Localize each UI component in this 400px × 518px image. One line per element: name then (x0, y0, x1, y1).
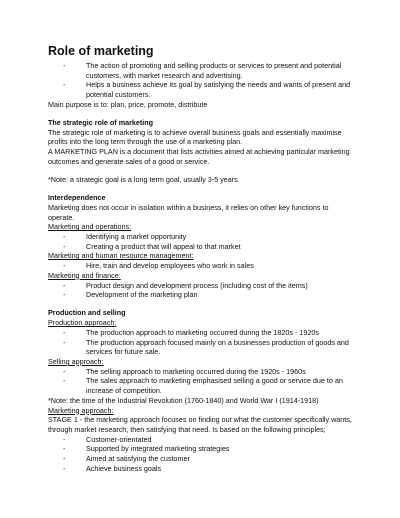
main-purpose-text: Main purpose is to: plan, price, promote, distribute (48, 99, 208, 109)
list-item: - Achieve business goals (48, 464, 352, 474)
section-heading-production: Production and selling (48, 308, 126, 318)
paragraph: The strategic role of marketing is to achieve overall business goals and essentially maximise profits into the long term through the use of a marketing plan. (48, 127, 342, 147)
list-item: - Aimed at satisfying the customer (48, 454, 352, 464)
list-item: - Creating a product that will appeal to that market (48, 242, 352, 252)
list-item: - Hire, train and develop employees who work in sales (48, 261, 352, 271)
paragraph: A MARKETING PLAN is a document that lists activities aimed at achieving particular marketing outcomes and generate sales of a good or service. (48, 147, 350, 166)
subheading: Production approach: (48, 318, 117, 328)
note-text: *Note: a strategic goal is a long term goal, usually 3-5 years (48, 175, 238, 185)
list-item: - Development of the marketing plan (48, 290, 352, 300)
intro-list (48, 61, 352, 100)
subheading: Marketing approach: (48, 405, 114, 415)
list-item: - Supported by integrated marketing strategies (48, 444, 352, 454)
subheading: Marketing and finance: (48, 270, 121, 280)
subheading: Selling approach: (48, 356, 104, 366)
paragraph: STAGE 1 - the marketing approach focuses on finding out what the customer specifically wants, through market research, then satisfying that need. Is based on the following principles; (48, 415, 352, 434)
list-item: - Customer-orientated (48, 435, 352, 445)
list-item: - The sales approach to marketing emphasised selling a good or service due to an increase of competition. (48, 376, 352, 395)
note-text: *Note: the time of the Industrial Revolution (1760-1840) and World War I (1914-1918) (48, 395, 319, 405)
paragraph: Marketing does not occur in isolation within a business, it relies on other key functions to operate. (48, 202, 329, 222)
ops-list (48, 232, 352, 251)
section-heading-strategic: The strategic role of marketing (48, 118, 154, 128)
list-item: - The action of promoting and selling products or services to present and potential customers, with market research and advertising. (48, 61, 352, 80)
list-item: - The production approach focused mainly on a businesses production of goods and services for future sale. (48, 338, 352, 357)
list-item: - The selling approach to marketing occurred during the 1920s - 1960s (48, 367, 352, 377)
list-item: - Product design and development process (including cost of the items) (48, 281, 352, 291)
subheading: Marketing and human resource management: (48, 251, 194, 261)
section-heading-interdependence: Interdependence (48, 193, 106, 203)
mkt-list (48, 435, 352, 474)
list-item: - The production approach to marketing occurred during the 1820s - 1920s (48, 328, 352, 338)
fin-list (48, 281, 352, 300)
hr-list (48, 261, 352, 271)
subheading: Marketing and operations: (48, 222, 132, 232)
sell-list (48, 367, 352, 396)
page-title: Role of marketing (48, 44, 154, 58)
list-item: - Helps a business achieve its goal by satisfying the needs and wants of present and potential customers. (48, 80, 352, 99)
prod-list (48, 328, 352, 357)
list-item: - Identifying a market opportunity (48, 232, 352, 242)
